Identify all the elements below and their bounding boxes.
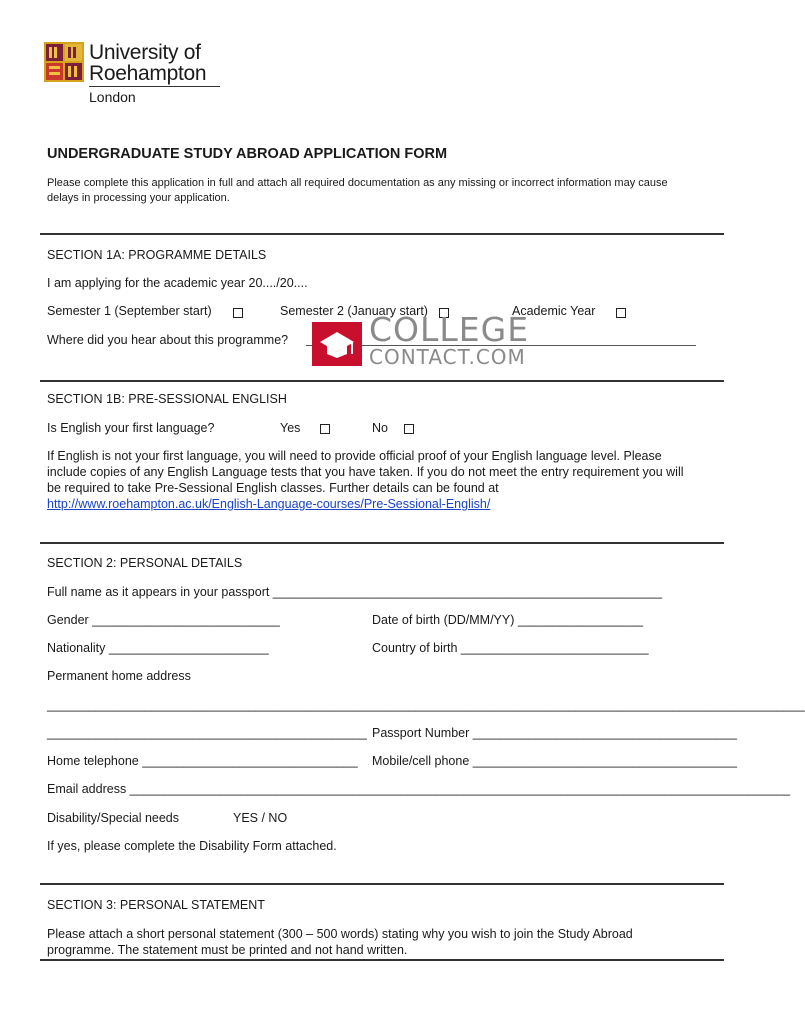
yes-label: Yes xyxy=(280,421,301,435)
passport-number-field[interactable]: Passport Number ______________________________________ xyxy=(372,726,737,740)
hear-about-label: Where did you hear about this programme? xyxy=(47,333,289,347)
section-1a-heading: SECTION 1A: PROGRAMME DETAILS xyxy=(47,248,267,262)
country-of-birth-field[interactable]: Country of birth ___________________________ xyxy=(372,641,649,655)
full-name-field[interactable]: Full name as it appears in your passport ________________________________________________________ xyxy=(47,585,663,599)
section-divider xyxy=(40,542,724,544)
university-crest-icon xyxy=(44,42,84,82)
logo-divider xyxy=(89,86,220,87)
home-telephone-field[interactable]: Home telephone _______________________________ xyxy=(47,754,358,768)
academic-year-label: Academic Year xyxy=(512,304,596,318)
english-para-line3: be required to take Pre-Sessional English classes. Further details can be found at xyxy=(47,481,499,495)
semester2-label: Semester 2 (January start) xyxy=(280,304,428,318)
academic-year-field[interactable]: I am applying for the academic year 20..../20.... xyxy=(47,276,308,290)
university-name-line1: University of xyxy=(89,41,201,64)
section-divider xyxy=(40,959,724,961)
section-divider xyxy=(40,883,724,885)
university-name-line2: Roehampton xyxy=(89,62,207,85)
semester1-checkbox[interactable] xyxy=(233,308,243,318)
mobile-phone-field[interactable]: Mobile/cell phone ______________________________________ xyxy=(372,754,737,768)
email-field[interactable]: Email address _______________________________________________________________________________________________ xyxy=(47,782,791,796)
section-divider xyxy=(40,233,724,235)
semester1-label: Semester 1 (September start) xyxy=(47,304,212,318)
english-para-line1: If English is not your first language, you will need to provide official proof of your English language level. Please xyxy=(47,449,662,463)
section-3-heading: SECTION 3: PERSONAL STATEMENT xyxy=(47,898,265,912)
english-para-line2: include copies of any English Language tests that you have taken. If you do not meet the entry requirement you will xyxy=(47,465,684,479)
form-title: UNDERGRADUATE STUDY ABROAD APPLICATION FORM xyxy=(47,146,448,162)
nationality-field[interactable]: Nationality _______________________ xyxy=(47,641,269,655)
pre-sessional-english-link[interactable]: http://www.roehampton.ac.uk/English-Language-courses/Pre-Sessional-English/ xyxy=(47,497,491,511)
no-checkbox[interactable] xyxy=(404,424,414,434)
yes-checkbox[interactable] xyxy=(320,424,330,434)
no-label: No xyxy=(372,421,388,435)
section-2-heading: SECTION 2: PERSONAL DETAILS xyxy=(47,556,243,570)
disability-note: If yes, please complete the Disability Form attached. xyxy=(47,839,337,853)
university-city: London xyxy=(89,89,136,105)
address-input-line[interactable]: _____________________________________________________________________________________________________________ xyxy=(47,698,805,712)
personal-statement-line2: programme. The statement must be printed and not hand written. xyxy=(47,943,408,957)
date-of-birth-field[interactable]: Date of birth (DD/MM/YY) __________________ xyxy=(372,613,643,627)
first-language-question: Is English your first language? xyxy=(47,421,215,435)
disability-yes-no[interactable]: YES / NO xyxy=(233,811,288,825)
gender-field[interactable]: Gender ___________________________ xyxy=(47,613,280,627)
permanent-address-label: Permanent home address xyxy=(47,669,191,683)
academic-year-checkbox[interactable] xyxy=(616,308,626,318)
section-1b-heading: SECTION 1B: PRE-SESSIONAL ENGLISH xyxy=(47,392,287,406)
disability-label: Disability/Special needs xyxy=(47,811,180,825)
section-divider xyxy=(40,380,724,382)
watermark-line2: CONTACT.COM xyxy=(369,345,526,369)
intro-line1: Please complete this application in full and attach all required documentation as any missing or incorrect information may cause xyxy=(47,177,668,189)
intro-line2: delays in processing your application. xyxy=(47,192,230,204)
watermark-line1: COLLEGE xyxy=(369,310,530,349)
graduation-cap-icon xyxy=(312,322,362,366)
address-input-line2[interactable]: ______________________________________________ xyxy=(47,726,367,740)
personal-statement-line1: Please attach a short personal statement (300 – 500 words) stating why you wish to join the Study Abroad xyxy=(47,927,633,941)
